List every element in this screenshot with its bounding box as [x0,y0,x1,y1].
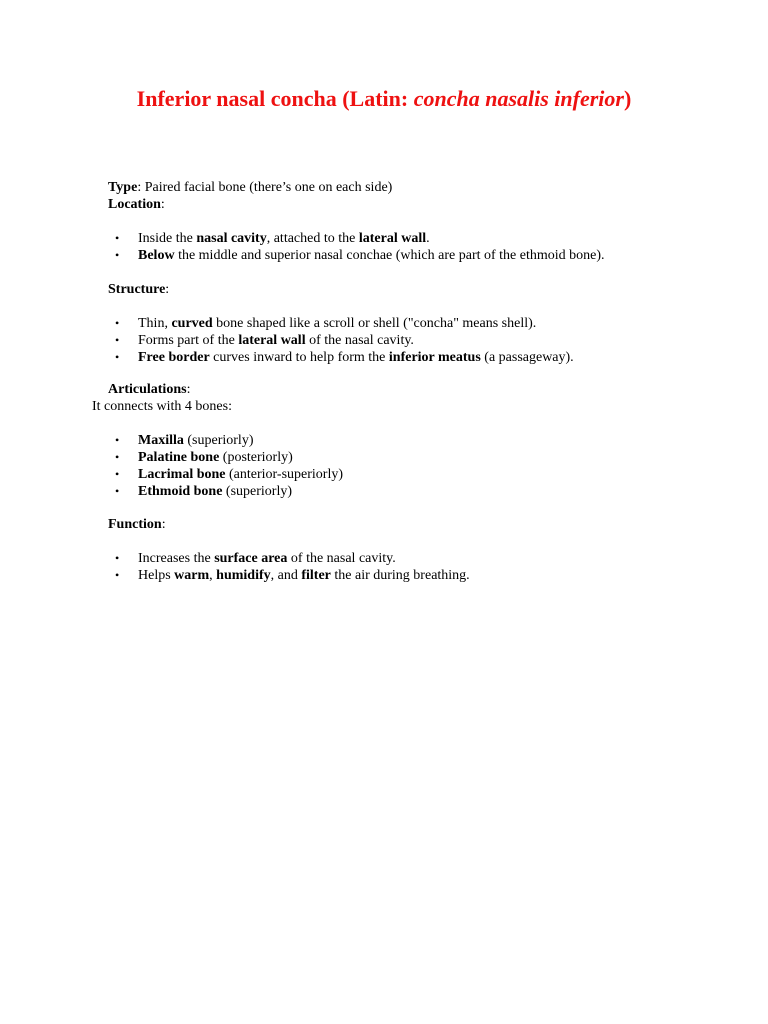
bullet-icon: • [115,350,120,364]
structure-list [0,315,574,366]
list-text: . [426,231,430,246]
type-colon: : [137,180,142,195]
list-item [0,247,605,264]
list-item [0,315,574,332]
bullet-icon: • [115,231,120,245]
location-list [0,230,605,264]
function-heading [108,516,166,533]
bold-term: surface area [214,551,288,566]
type-line [108,179,392,196]
bold-term: inferior meatus [388,350,481,365]
articulations-list [0,432,343,500]
articulations-label: Articulations [108,382,187,397]
bold-term: Palatine bone [138,450,220,465]
bold-term: Free border [138,350,210,365]
bold-term: lateral wall [358,231,427,246]
title-latin-name: concha nasalis inferior [413,86,624,111]
bullet-icon: • [115,568,120,582]
function-colon: : [161,517,166,532]
page-title [0,84,768,114]
bold-term: nasal cavity [196,231,267,246]
location-colon: : [160,197,165,212]
structure-colon: : [165,282,170,297]
list-text: , attached to the [266,231,359,246]
list-text: Forms part of the [138,333,239,348]
list-text: Increases the [138,551,215,566]
list-item [0,449,343,466]
articulations-colon: : [186,382,191,397]
list-text: (posteriorly) [219,450,293,465]
list-text: Thin, [138,316,172,331]
bullet-icon: • [115,316,120,330]
list-text: (a passageway). [480,350,574,365]
bold-term: filter [301,568,331,583]
list-item [0,550,470,567]
bullet-icon: • [115,333,120,347]
list-item [0,349,574,366]
list-item [0,230,605,247]
bullet-icon: • [115,433,120,447]
bold-term: curved [171,316,213,331]
bullet-icon: • [115,450,120,464]
list-text: , and [270,568,302,583]
articulations-intro: It connects with 4 bones: [92,399,232,414]
location-label: Location [108,197,161,212]
list-item [0,567,470,584]
bold-term: Maxilla [138,433,184,448]
bold-term: Below [138,248,175,263]
list-text: bone shaped like a scroll or shell ("concha" means shell). [212,316,537,331]
list-text: Helps [138,568,175,583]
structure-label: Structure [108,282,166,297]
bold-term: Lacrimal bone [138,467,226,482]
list-text: (superiorly) [222,484,293,499]
list-text: (superiorly) [183,433,254,448]
bullet-icon: • [115,467,120,481]
bold-term: Ethmoid bone [138,484,223,499]
bullet-icon: • [115,484,120,498]
type-label: Type [108,180,138,195]
list-text: the air during breathing. [330,568,470,583]
list-text: of the nasal cavity. [287,551,396,566]
title-prefix: Inferior nasal concha (Latin: [136,86,414,111]
location-heading [108,196,165,213]
type-text: Paired facial bone (there’s one on each side) [141,180,393,195]
bold-term: lateral wall [238,333,306,348]
list-text: Inside the [138,231,197,246]
list-item [0,483,343,500]
list-item [0,332,574,349]
list-text: , [209,568,217,583]
list-item [0,432,343,449]
list-text: curves inward to help form the [209,350,389,365]
bullet-icon: • [115,551,120,565]
structure-heading [108,281,169,298]
function-list [0,550,470,584]
list-text: the middle and superior nasal conchae (which are part of the ethmoid bone). [174,248,605,263]
bold-term: warm [174,568,210,583]
function-label: Function [108,517,162,532]
bold-term: humidify [216,568,271,583]
title-suffix: ) [623,86,632,111]
articulations-heading [108,381,190,398]
list-item [0,466,343,483]
list-text: (anterior-superiorly) [225,467,344,482]
bullet-icon: • [115,248,120,262]
list-text: of the nasal cavity. [305,333,414,348]
